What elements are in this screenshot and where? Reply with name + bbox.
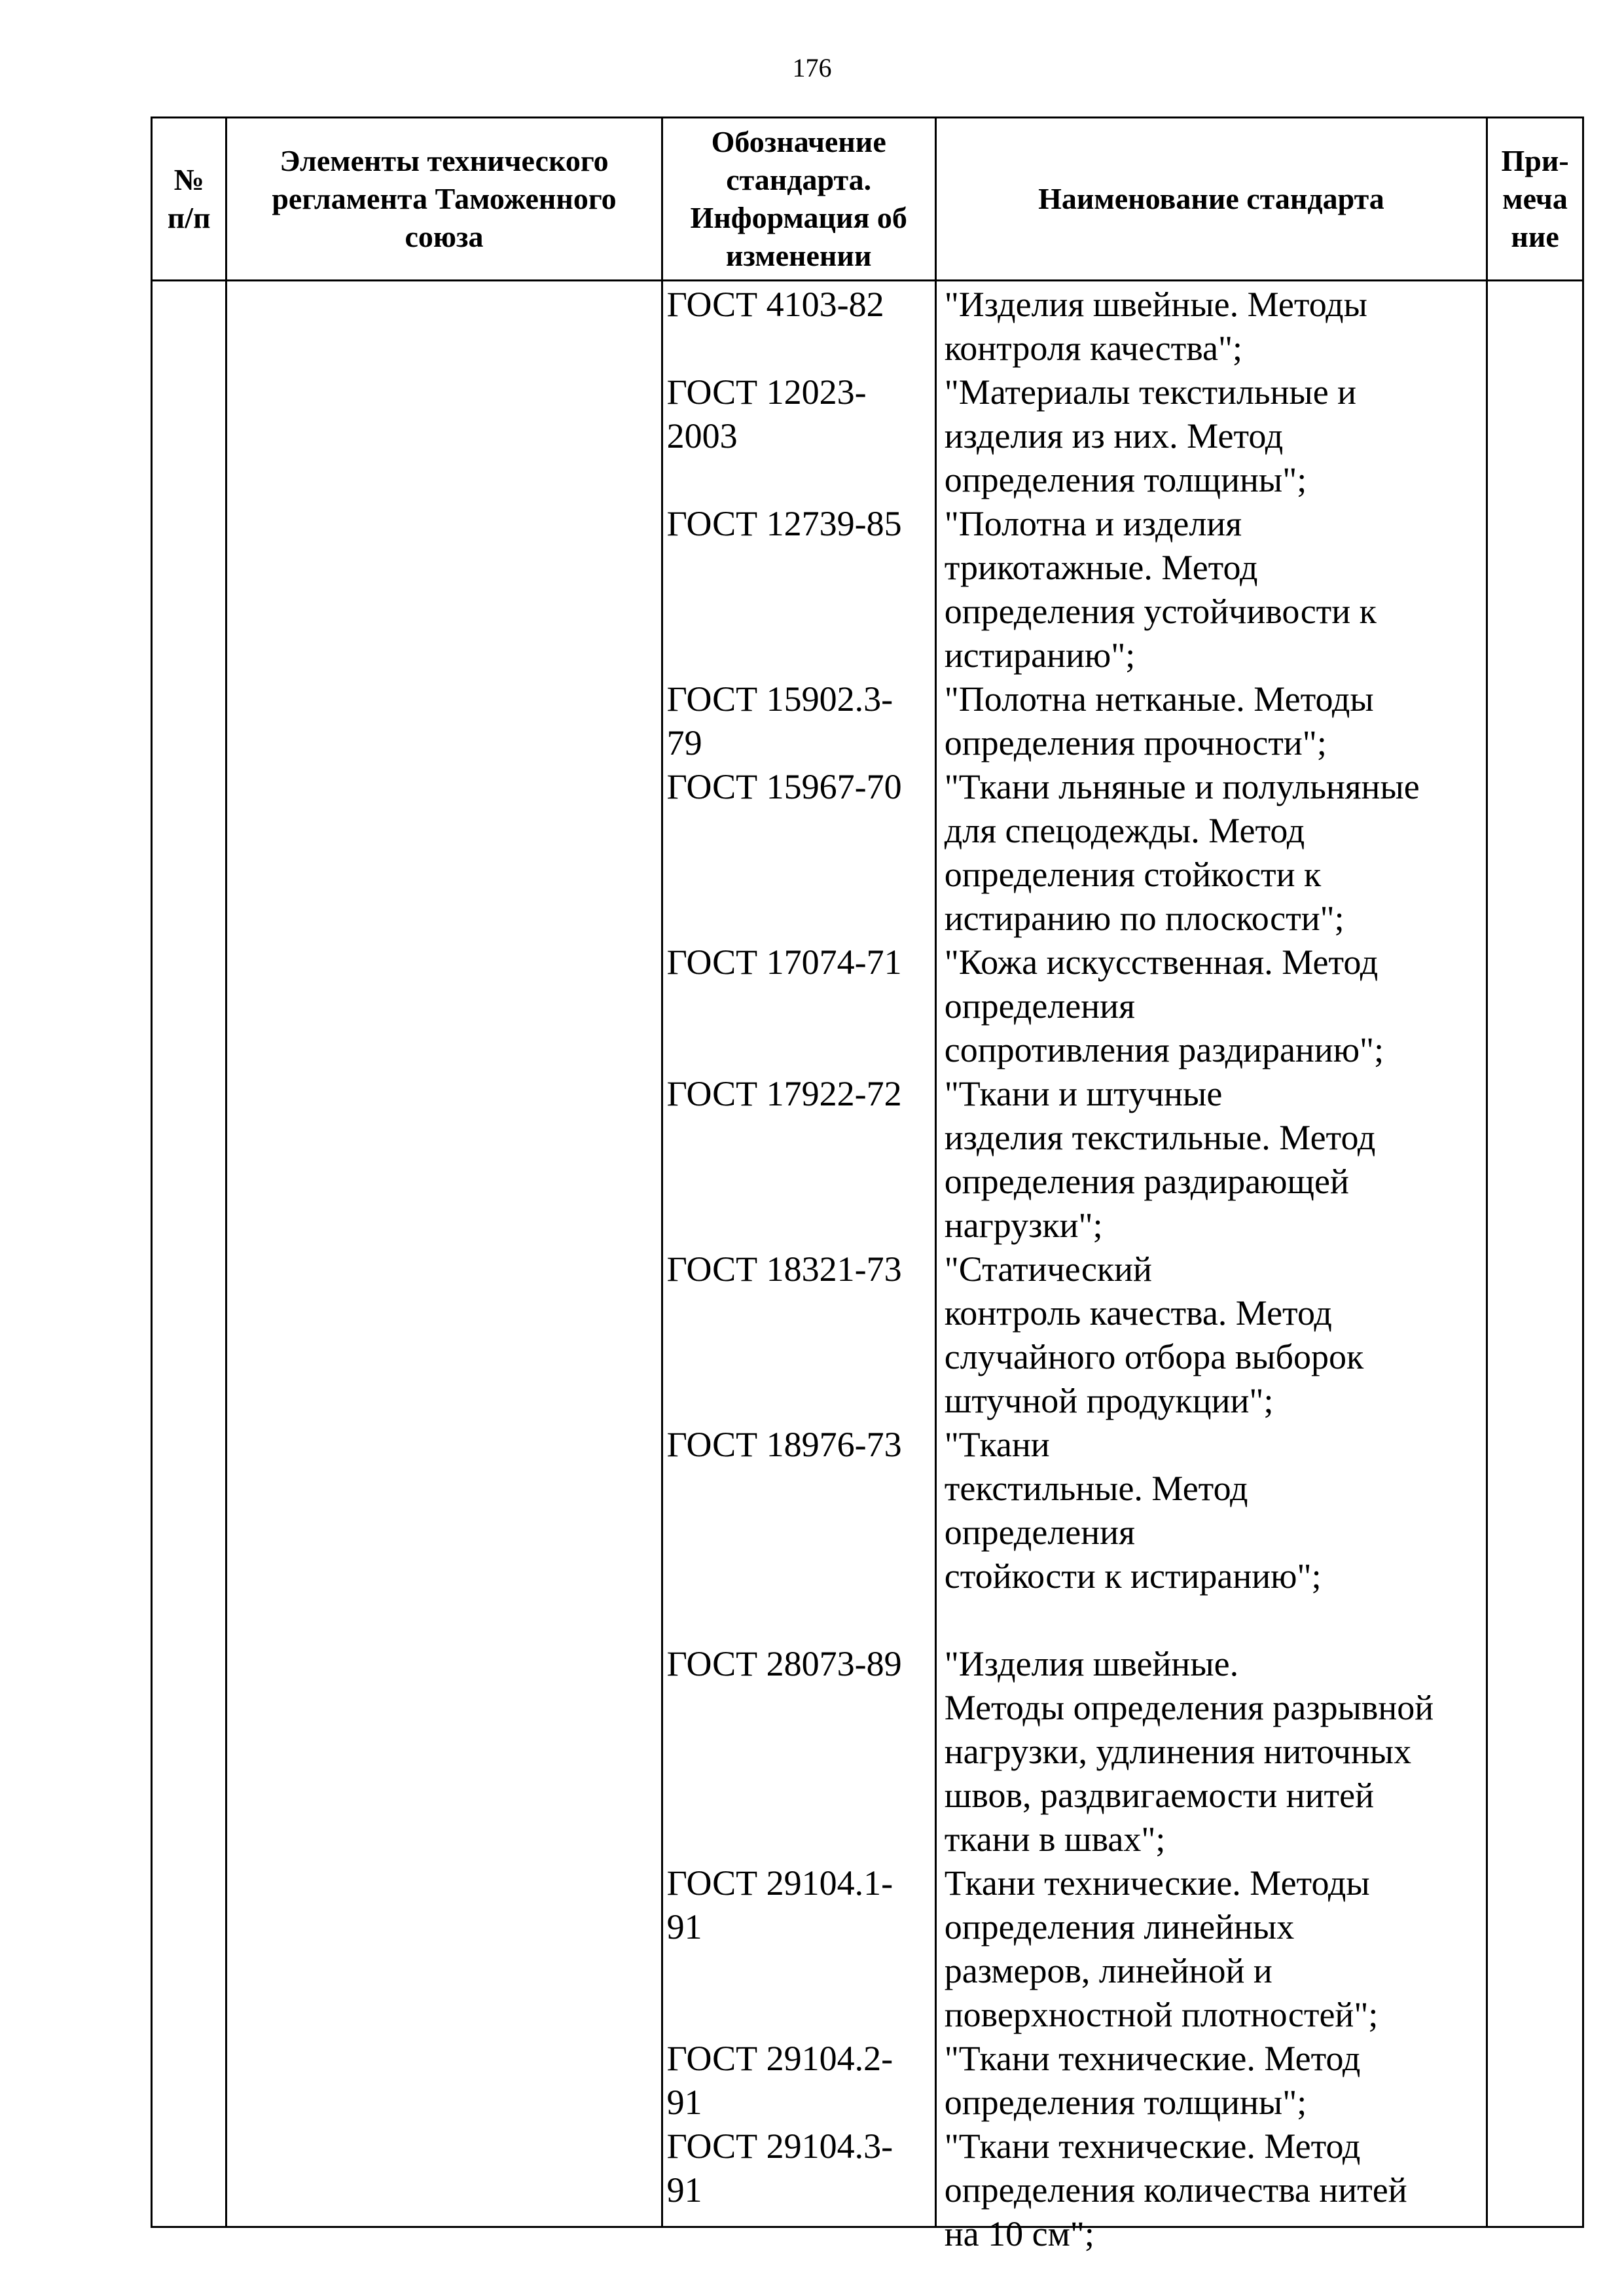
standard-code: ГОСТ 29104.1- 91 bbox=[666, 1863, 893, 1947]
standard-code: ГОСТ 15902.3- 79 bbox=[666, 679, 893, 763]
standard-code: ГОСТ 29104.2- 91 bbox=[666, 2039, 893, 2123]
standard-name: "Ткани технические. Метод определения толщины"; bbox=[944, 2039, 1361, 2123]
standard-name: "Материалы текстильные и изделия из них. Метод определения толщины"; bbox=[944, 372, 1357, 500]
standard-name: "Статический контроль качества. Метод случайного отбора выборок штучной продукции"; bbox=[944, 1249, 1364, 1421]
header-standard-name-text: Наименование стандарта bbox=[1038, 182, 1384, 216]
header-number-text: № п/п bbox=[167, 163, 211, 235]
standard-name: "Изделия швейные. Методы определения разрывной нагрузки, удлинения ниточных швов, раздвигаемости нитей ткани в швах"; bbox=[944, 1644, 1434, 1859]
standard-name: "Ткани текстильные. Метод определения стойкости к истиранию"; bbox=[944, 1425, 1322, 1596]
standard-name: "Полотна и изделия трикотажные. Метод определения устойчивости к истиранию"; bbox=[944, 504, 1377, 675]
standard-code: ГОСТ 17922-72 bbox=[666, 1074, 902, 1114]
standard-code: ГОСТ 15967-70 bbox=[666, 767, 902, 807]
header-number bbox=[152, 118, 226, 281]
standard-code: ГОСТ 29104.3- 91 bbox=[666, 2126, 893, 2210]
header-elements-text: Элементы технического регламента Таможенного союза bbox=[272, 144, 617, 254]
standards-table bbox=[151, 117, 1584, 2254]
standard-name: "Полотна нетканые. Методы определения прочности"; bbox=[944, 679, 1374, 763]
standard-name: "Ткани технические. Метод определения количества нитей на 10 см"; bbox=[944, 2126, 1407, 2254]
header-note-text: При- меча ние bbox=[1501, 144, 1569, 254]
standard-name: "Ткани и штучные изделия текстильные. Метод определения раздирающей нагрузки"; bbox=[944, 1074, 1376, 1246]
header-designation-text: Обозначение стандарта. Информация об изменении bbox=[690, 125, 907, 273]
header-note bbox=[1487, 118, 1583, 281]
page-number: 176 bbox=[792, 53, 832, 82]
header-designation bbox=[662, 118, 935, 281]
table-header-row bbox=[152, 118, 1583, 281]
designation-cell bbox=[662, 281, 935, 2227]
standard-code: ГОСТ 28073-89 bbox=[666, 1644, 902, 1684]
elements-cell bbox=[226, 281, 662, 2227]
standard-name: "Ткани льняные и полульняные для спецодежды. Метод определения стойкости к истиранию по плоскости"; bbox=[944, 767, 1420, 939]
table-row bbox=[152, 281, 1583, 2227]
standard-name: "Изделия швейные. Методы контроля качества"; bbox=[944, 285, 1367, 368]
number-cell bbox=[152, 281, 226, 2227]
header-elements bbox=[226, 118, 662, 281]
standard-code: ГОСТ 18976-73 bbox=[666, 1425, 902, 1465]
standard-name-cell bbox=[935, 281, 1487, 2254]
note-cell bbox=[1487, 281, 1583, 2227]
standard-name: Ткани технические. Методы определения линейных размеров, линейной и поверхностной плотностей"; bbox=[944, 1863, 1379, 2035]
header-standard-name bbox=[935, 118, 1487, 281]
standard-code: ГОСТ 18321-73 bbox=[666, 1249, 902, 1289]
standard-code: ГОСТ 4103-82 bbox=[666, 285, 884, 325]
standard-code: ГОСТ 12739-85 bbox=[666, 504, 902, 544]
standard-code: ГОСТ 12023- 2003 bbox=[666, 372, 867, 456]
standard-code: ГОСТ 17074-71 bbox=[666, 942, 902, 982]
standard-name: "Кожа искусственная. Метод определения сопротивления раздиранию"; bbox=[944, 942, 1384, 1070]
